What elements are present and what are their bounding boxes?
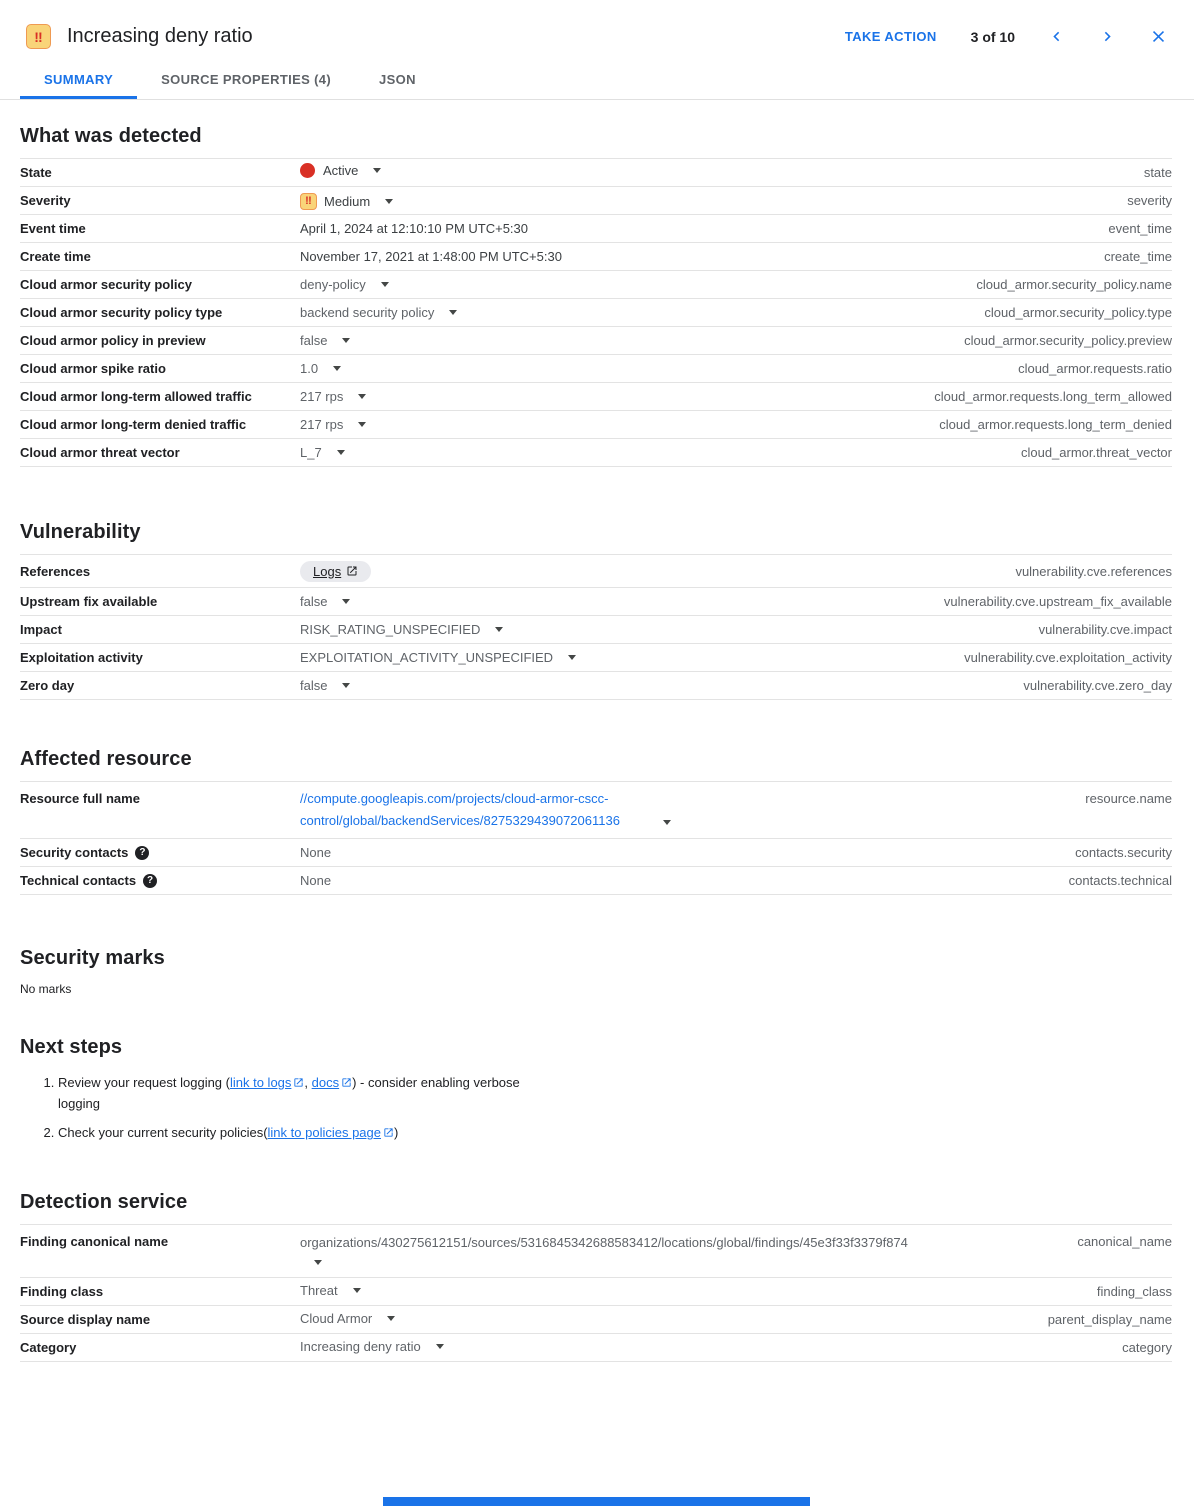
- section-title-vulnerability: Vulnerability: [20, 521, 141, 543]
- row-label: Category: [20, 1339, 77, 1355]
- row-attr: vulnerability.cve.zero_day: [1023, 678, 1172, 693]
- state-value: Active: [323, 162, 359, 178]
- row-attr: event_time: [1108, 221, 1172, 236]
- close-button[interactable]: [1149, 27, 1168, 46]
- row-attr: cloud_armor.security_policy.name: [976, 277, 1172, 292]
- row-label: Cloud armor policy in preview: [20, 333, 206, 348]
- section-title-security-marks: Security marks: [20, 947, 165, 970]
- next-steps-list: [20, 1073, 1172, 1144]
- row-attr: vulnerability.cve.exploitation_activity: [964, 650, 1172, 665]
- detection-service-table: [20, 1224, 1172, 1362]
- section-title-next-steps: Next steps: [20, 1036, 123, 1059]
- chevron-down-icon[interactable]: [663, 820, 671, 825]
- table-row-technical-contacts: [20, 867, 1172, 895]
- next-step-item: 1. Review your request logging (link to logs , docs ) - consider enabling verbose logging: [58, 1073, 526, 1114]
- chevron-down-icon: [358, 422, 366, 427]
- table-row-source-display-name: [20, 1306, 1172, 1334]
- row-attr: vulnerability.cve.impact: [1038, 622, 1172, 637]
- table-row-resource-full-name: [20, 782, 1172, 839]
- chevron-down-icon: [495, 627, 503, 632]
- horizontal-scrollbar-thumb[interactable]: [383, 1497, 810, 1506]
- logs-chip-button[interactable]: Logs: [300, 561, 371, 582]
- next-step-item: 2. Check your current security policies(link to policies page ): [58, 1123, 526, 1144]
- event-time-value: April 1, 2024 at 12:10:10 PM UTC+5:30: [300, 220, 528, 236]
- chevron-down-icon: [373, 168, 381, 173]
- no-marks-text: No marks: [20, 982, 72, 997]
- help-icon[interactable]: ?: [143, 874, 157, 888]
- zero-day-dropdown[interactable]: false: [300, 678, 350, 693]
- close-icon: [1149, 27, 1168, 46]
- row-label: Cloud armor security policy type: [20, 305, 223, 320]
- row-label: Technical contacts: [20, 873, 137, 889]
- row-label: Upstream fix available: [20, 594, 158, 609]
- category-dropdown[interactable]: Increasing deny ratio: [300, 1339, 444, 1354]
- affected-resource-table: [20, 781, 1172, 895]
- row-attr: vulnerability.cve.upstream_fix_available: [943, 594, 1172, 609]
- security-policy-dropdown[interactable]: deny-policy: [300, 277, 389, 292]
- table-row-event-time: [20, 215, 1172, 243]
- row-attr: vulnerability.cve.references: [1015, 563, 1172, 579]
- row-label: State: [20, 165, 52, 180]
- section-title-detection-service: Detection service: [20, 1190, 188, 1213]
- tab-json[interactable]: JSON: [379, 72, 416, 87]
- chevron-down-icon: [381, 282, 389, 287]
- resource-name-link[interactable]: //compute.googleapis.com/projects/cloud-armor-cscc-control/global/backendServices/8275329439072061136: [300, 791, 620, 829]
- next-finding-button[interactable]: [1098, 27, 1117, 46]
- page-title: Increasing deny ratio: [67, 25, 253, 47]
- row-attr: cloud_armor.requests.long_term_allowed: [934, 389, 1172, 404]
- exploitation-activity-dropdown[interactable]: EXPLOITATION_ACTIVITY_UNSPECIFIED: [300, 650, 576, 665]
- table-row-canonical-name: [20, 1225, 1172, 1278]
- chevron-down-icon[interactable]: [314, 1260, 322, 1265]
- severity-medium-icon: ‼: [300, 193, 317, 210]
- chevron-down-icon: [568, 655, 576, 660]
- state-dropdown[interactable]: [300, 163, 381, 178]
- pager-count: 3 of 10: [970, 28, 1015, 45]
- previous-finding-button[interactable]: [1047, 27, 1066, 46]
- table-row-zero-day: [20, 672, 1172, 700]
- open-in-new-icon: [341, 1074, 352, 1094]
- row-attr: canonical_name: [1077, 1233, 1172, 1249]
- row-label: Create time: [20, 249, 91, 264]
- long-term-denied-dropdown[interactable]: 217 rps: [300, 417, 366, 432]
- finding-header: [0, 0, 1194, 49]
- table-row-create-time: [20, 243, 1172, 271]
- chevron-down-icon: [337, 450, 345, 455]
- tab-bar: [0, 61, 1194, 100]
- table-row-threat-vector: [20, 439, 1172, 467]
- table-row-long-term-denied: [20, 411, 1172, 439]
- row-label: Zero day: [20, 678, 75, 693]
- row-attr: severity: [1127, 193, 1172, 208]
- open-in-new-icon: [293, 1074, 304, 1094]
- row-attr: resource.name: [1085, 791, 1172, 806]
- chevron-down-icon: [342, 338, 350, 343]
- open-in-new-icon: [346, 565, 358, 577]
- policy-type-dropdown[interactable]: backend security policy: [300, 305, 457, 320]
- section-title-affected-resource: Affected resource: [20, 748, 192, 770]
- link-to-logs[interactable]: link to logs: [229, 1075, 292, 1091]
- row-label: Severity: [20, 193, 71, 208]
- row-attr: cloud_armor.requests.long_term_denied: [939, 417, 1172, 432]
- upstream-fix-dropdown[interactable]: false: [300, 594, 350, 609]
- row-attr: cloud_armor.security_policy.preview: [964, 333, 1172, 348]
- row-attr: cloud_armor.requests.ratio: [1018, 361, 1172, 376]
- table-row-security-contacts: [20, 839, 1172, 867]
- take-action-button[interactable]: TAKE ACTION: [844, 29, 937, 44]
- canonical-name-value: organizations/430275612151/sources/5316845342688583412/locations/global/findings/45e3f33f3379f874: [300, 1234, 908, 1250]
- row-label: Finding class: [20, 1283, 104, 1299]
- finding-class-dropdown[interactable]: Threat: [300, 1283, 361, 1298]
- spike-ratio-dropdown[interactable]: 1.0: [300, 361, 341, 376]
- detected-table: [20, 158, 1172, 467]
- open-in-new-icon: [383, 1124, 394, 1144]
- row-attr: contacts.security: [1075, 845, 1172, 861]
- row-label: Security contacts: [20, 845, 129, 861]
- row-label: Impact: [20, 622, 62, 637]
- chevron-down-icon: [358, 394, 366, 399]
- table-row-references: [20, 555, 1172, 588]
- long-term-allowed-dropdown[interactable]: 217 rps: [300, 389, 366, 404]
- row-label: Cloud armor long-term allowed traffic: [20, 389, 252, 404]
- row-attr: contacts.technical: [1068, 873, 1172, 889]
- row-attr: state: [1143, 165, 1172, 180]
- table-row-security-policy: [20, 271, 1172, 299]
- row-label: Source display name: [20, 1311, 151, 1327]
- table-row-spike-ratio: [20, 355, 1172, 383]
- row-attr: category: [1122, 1339, 1172, 1355]
- table-row-severity: [20, 187, 1172, 215]
- tab-summary[interactable]: SUMMARY: [20, 61, 137, 99]
- row-label: Event time: [20, 221, 86, 236]
- severity-value: Medium: [324, 193, 371, 209]
- active-state-icon: [300, 163, 315, 178]
- row-attr: cloud_armor.security_policy.type: [984, 305, 1172, 320]
- table-row-impact: [20, 616, 1172, 644]
- technical-contacts-value: None: [300, 872, 332, 888]
- row-label: Cloud armor long-term denied traffic: [20, 417, 247, 432]
- tab-source-properties[interactable]: SOURCE PROPERTIES (4): [161, 72, 332, 87]
- table-row-security-policy-type: [20, 299, 1172, 327]
- vulnerability-table: [20, 554, 1172, 700]
- chevron-down-icon: [385, 199, 393, 204]
- chevron-down-icon: [353, 1288, 361, 1293]
- row-label: Cloud armor threat vector: [20, 445, 180, 460]
- chevron-down-icon: [342, 599, 350, 604]
- chevron-down-icon: [333, 366, 341, 371]
- help-icon[interactable]: ?: [135, 846, 149, 860]
- section-title-what-was-detected: What was detected: [20, 125, 202, 147]
- table-row-upstream-fix: [20, 588, 1172, 616]
- table-row-long-term-allowed: [20, 383, 1172, 411]
- source-display-name-dropdown[interactable]: Cloud Armor: [300, 1311, 395, 1326]
- table-row-policy-preview: [20, 327, 1172, 355]
- row-attr: finding_class: [1096, 1283, 1172, 1299]
- chevron-down-icon: [449, 310, 457, 315]
- chevron-down-icon: [436, 1344, 444, 1349]
- security-contacts-value: None: [300, 844, 332, 860]
- chevron-left-icon: [1047, 27, 1066, 46]
- link-to-docs[interactable]: docs: [311, 1075, 340, 1091]
- row-label: References: [20, 563, 91, 579]
- threat-vector-dropdown[interactable]: L_7: [300, 445, 345, 460]
- row-label: Resource full name: [20, 791, 140, 806]
- chevron-down-icon: [342, 683, 350, 688]
- row-label: Cloud armor spike ratio: [20, 361, 166, 376]
- chevron-down-icon: [387, 1316, 395, 1321]
- table-row-exploitation-activity: [20, 644, 1172, 672]
- row-attr: cloud_armor.threat_vector: [1020, 445, 1172, 460]
- policy-preview-dropdown[interactable]: false: [300, 333, 350, 348]
- row-attr: create_time: [1104, 249, 1172, 264]
- table-row-finding-class: [20, 1278, 1172, 1306]
- table-row-category: [20, 1334, 1172, 1362]
- create-time-value: November 17, 2021 at 1:48:00 PM UTC+5:30: [300, 248, 562, 264]
- row-label: Exploitation activity: [20, 650, 143, 665]
- chevron-right-icon: [1098, 27, 1117, 46]
- severity-dropdown[interactable]: [300, 193, 393, 210]
- row-label: Cloud armor security policy: [20, 277, 192, 292]
- impact-dropdown[interactable]: RISK_RATING_UNSPECIFIED: [300, 622, 503, 637]
- row-label: Finding canonical name: [20, 1233, 169, 1249]
- row-attr: parent_display_name: [1047, 1311, 1172, 1327]
- link-to-policies-page[interactable]: link to policies page: [267, 1125, 381, 1141]
- table-row-state: [20, 159, 1172, 187]
- severity-medium-icon: ‼: [26, 24, 51, 49]
